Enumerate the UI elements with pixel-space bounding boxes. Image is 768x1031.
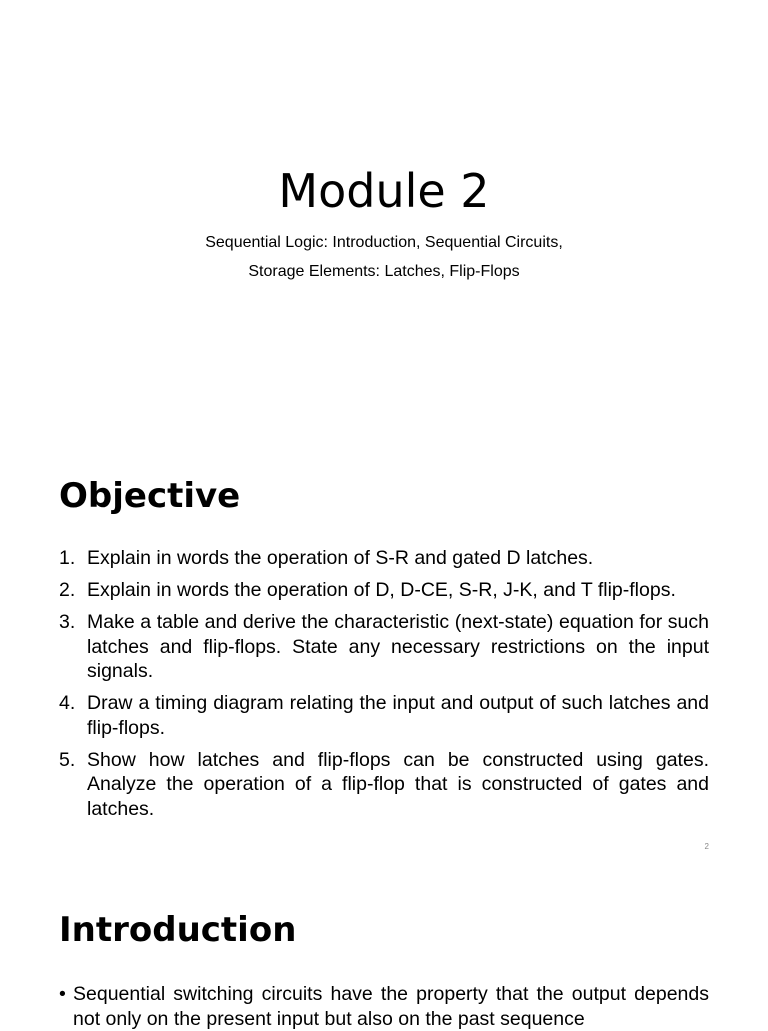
item-text: Make a table and derive the characteristic (next-state) equation for such latches and flip-flops. State any necessary restrictions on the input signals.	[87, 611, 709, 682]
subtitle-line: Sequential Logic: Introduction, Sequential Circuits,	[205, 234, 563, 251]
list-item	[59, 748, 709, 822]
list-item	[59, 691, 709, 740]
list-item	[59, 546, 709, 571]
item-text: Explain in words the operation of S-R and gated D latches.	[87, 547, 594, 569]
objective-list	[59, 546, 709, 829]
item-text: Explain in words the operation of D, D-CE, S-R, J-K, and T flip-flops.	[87, 579, 676, 601]
item-number: 3.	[59, 611, 76, 633]
list-item	[59, 578, 709, 603]
page-number: 2	[704, 842, 709, 851]
introduction-heading: Introduction	[59, 910, 297, 950]
slide-title: Module 2	[278, 164, 490, 218]
title-slide	[0, 0, 768, 430]
item-number: 1.	[59, 547, 76, 569]
objective-heading: Objective	[59, 476, 241, 516]
bullet-icon: •	[59, 983, 66, 1005]
slide-subtitle	[0, 228, 768, 286]
item-text: Draw a timing diagram relating the input and output of such latches and flip-flops.	[87, 692, 709, 739]
item-number: 4.	[59, 692, 76, 714]
subtitle-line: Storage Elements: Latches, Flip-Flops	[248, 263, 520, 280]
item-text: Sequential switching circuits have the property that the output depends not only on the present input but also on the past sequence	[73, 983, 709, 1030]
introduction-slide	[0, 900, 768, 1030]
objective-slide	[0, 468, 768, 858]
item-text: Show how latches and flip-flops can be constructed using gates. Analyze the operation of a flip-flop that is constructed of gates and latches.	[87, 748, 709, 820]
item-number: 5.	[59, 748, 76, 771]
list-item	[59, 610, 709, 684]
item-number: 2.	[59, 579, 76, 601]
